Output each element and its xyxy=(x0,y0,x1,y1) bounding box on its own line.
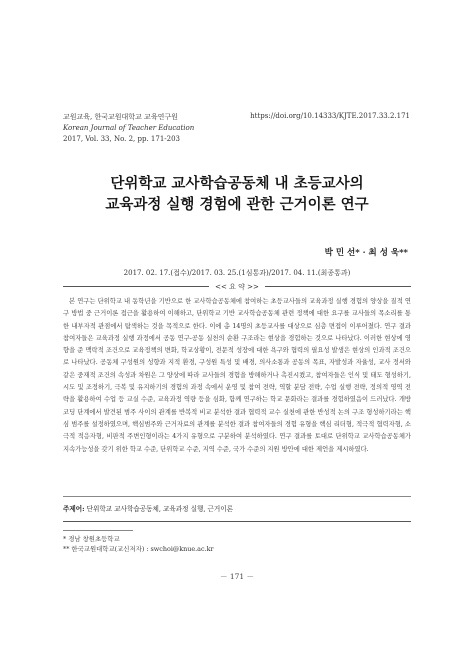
authors: 박 민 선* · 최 성 욱** xyxy=(324,248,408,258)
volume-line: 2017, Vol. 33, No. 2, pp. 171-203 xyxy=(63,135,181,143)
review-dates: 2017. 02. 17.(접수)/2017. 03. 25.(1심통과)/2017. 04. 11.(최종통과) xyxy=(123,269,351,277)
doi-link[interactable]: https://doi.org/10.14333/KJTE.2017.33.2.171 xyxy=(250,112,410,120)
footnote-rule xyxy=(63,530,133,531)
keywords-text: 단위학교 교사학습공동체, 교육과정 실행, 근거이론 xyxy=(86,505,233,513)
abstract-bottom-rule xyxy=(63,521,411,522)
abstract-text: 본 연구는 단위학교 내 동학년을 기반으로 한 교사학습공동체에 참여하는 초등교사들의 교육과정 실행 경험의 양상을 질적 연구 방법 중 근거이론 접근을 활용하여 이해하고, 단위학교 기반 교사학습공동체 관련 정책에 대한 요구를 교사들의 목소리를 통한 내부자적 관점에서 탐색하는 것을 목적으로 한다. 이에 총 14명의 초등교사를 대상으로 심층 면접이 이루어졌다. 연구 결과 참여자들은 교육과정 실행 과정에서 공동 연구-공동 실천의 순환 구조라는 현상을 경험하는 것으로 나타났다. 이러한 현상에 영향을 준 맥락적 조건으로 교육정책의 변화, 학교상황이, 전문적 성장에 대한 욕구와 협력의 필요성 발생은 현상의 인과적 조건으로 나타났다. 공동체 구성원의 성향과 지적 환경, 구성원 특성 및 배경, 의사소통과 공동의 목표, 자발성과 자율성, 교사 정서와 같은 중재적 조건의 속성과 차원은 그 양상에 따라 교사들의 경험을 방해하거나 촉진시켰고, 참여자들은 인식 및 태도 형성하기, 시도 및 조정하기, 극복 및 유지하기의 경험의 과정 속에서 운영 및 참여 전략, 역할 분담 전략, 수업 실행 전략, 정의적 영역 전략을 활용하여 수업 등 교실 수준, 교육과정 역량 등을 심화, 함께 연구하는 학교 문화라는 결과를 경험하였음이 드러났다. 개방 코딩 단계에서 발견된 범주 사이의 관계를 반복적 비교 분석한 결과 협력적 교수 실천에 관한 반성적 논의 구조 형성하기라는 핵심 범주를 설정하였으며, 핵심범주와 근거자료의 관계를 분석한 결과 참여자들의 경험 유형을 핵심 리더형, 적극적 협력자형, 소극적 적응자형, 비판적 주변인형이라는 4가지 유형으로 구분하여 분석하였다. 연구 결과를 토대로 단위학교 교사학습공동체가 지속가능성을 갖기 위한 학교 수준, 단위학교 수준, 지역 수준, 국가 수준의 지원 방안에 대한 제언을 제시하였다. xyxy=(63,298,411,453)
abstract-body xyxy=(63,296,411,456)
title-line-1: 단위학교 교사학습공동체 내 초등교사의 xyxy=(110,175,364,192)
footnotes xyxy=(63,534,214,554)
title-line-2: 교육과정 실행 경험에 관한 근거이론 연구 xyxy=(105,196,369,213)
publisher-line: 교원교육, 한국교원대학교 교육연구원 xyxy=(63,113,178,121)
keywords-label: 주제어: xyxy=(63,505,85,513)
keywords-row xyxy=(63,503,411,513)
footnote-2: ** 한국교원대학교(교신저자) : swchoi@knue.ac.kr xyxy=(63,545,214,553)
paper-title xyxy=(0,173,474,215)
journal-name: Korean Journal of Teacher Education xyxy=(63,124,195,132)
abstract-heading xyxy=(0,282,474,292)
keywords-divider xyxy=(63,496,411,497)
abstract-heading-text: << 요 약 >> xyxy=(209,283,265,291)
page-number: － 171 － xyxy=(219,572,255,581)
journal-header xyxy=(63,112,194,145)
footnote-1: * 경남 창원초등학교 xyxy=(63,535,120,543)
